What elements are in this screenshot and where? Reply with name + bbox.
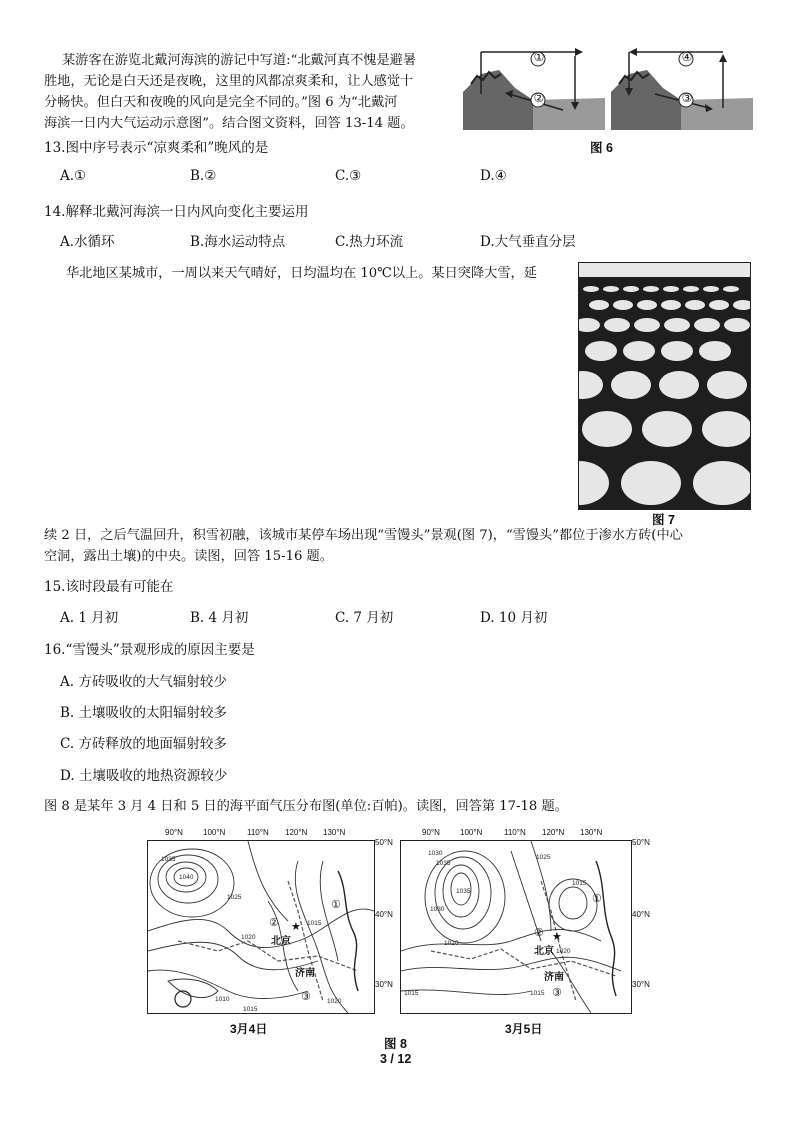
pressure-map-mar-5: [400, 828, 652, 1016]
map2-point-1: ①: [592, 892, 602, 905]
map1-star-icon: ★: [291, 920, 301, 933]
map2-lon-130: 130°N: [580, 828, 603, 837]
figure-6-caption: 图 6: [590, 141, 613, 155]
question-13-stem: 13.图中序号表示“凉爽柔和”晚风的是: [44, 140, 269, 156]
map1-isobars: [148, 841, 374, 1013]
map1-isobar-label: 1015: [307, 920, 322, 927]
map1-point-3: ③: [301, 990, 311, 1003]
passage-15-16-line-2: 续 2 日，之后气温回升，积雪初融，该城市某停车场出现“雪馒头”景观(图 7)，“雪馒头”都位于渗水方砖(中心: [44, 528, 683, 543]
figure-7-photo: [578, 262, 751, 510]
q13-option-a[interactable]: A.①: [60, 168, 87, 184]
q16-option-d[interactable]: D. 土壤吸收的地热资源较少: [60, 768, 228, 784]
map2-lon-100: 100°N: [460, 828, 483, 837]
map2-isobar-label: 1015: [530, 990, 545, 997]
figure-8-caption: 图 8: [384, 1037, 407, 1051]
passage-17-18: 图 8 是某年 3 月 4 日和 5 日的海平面气压分布图(单位:百帕)。读图，回答第 17-18 题。: [44, 799, 568, 814]
figure-6-label-3: ③: [681, 91, 693, 105]
passage-line: 海滨一日内大气运动示意图”。结合图文资料，回答 13-14 题。: [44, 116, 414, 131]
q13-option-b[interactable]: B.②: [190, 168, 217, 184]
passage-line: 胜地，无论是白天还是夜晚，这里的风都凉爽柔和，让人感觉十: [44, 74, 414, 89]
map1-lon-labels: [147, 828, 393, 840]
map1-lon-120: 120°N: [285, 828, 308, 837]
map2-isobar-label: 1025: [536, 854, 551, 861]
q13-option-c[interactable]: C.③: [335, 168, 362, 184]
map2-lon-120: 120°N: [542, 828, 565, 837]
figure-7-caption: 图 7: [652, 513, 675, 527]
map2-frame: [400, 840, 632, 1014]
map1-lat-30: 30°N: [375, 980, 393, 989]
q14-option-b[interactable]: B.海水运动特点: [190, 234, 286, 250]
map2-isobar-label: 1035: [436, 860, 451, 867]
q14-option-d[interactable]: D.大气垂直分层: [480, 234, 576, 250]
map2-lat-50: 50°N: [632, 838, 650, 847]
figure-6-label-1: ①: [533, 50, 545, 64]
question-16-stem: 16.“雪馒头”景观形成的原因主要是: [44, 642, 255, 658]
map2-point-2: ②: [534, 926, 544, 939]
map2-city-beijing: 北京: [534, 946, 554, 957]
map1-frame: [147, 840, 375, 1014]
q13-option-d[interactable]: D.④: [480, 168, 507, 184]
q15-option-a[interactable]: A. 1 月初: [60, 610, 119, 626]
pressure-map-mar-4: [147, 828, 393, 1016]
figure-6-label-4: ④: [681, 50, 693, 64]
sea-land-breeze-diagram: [463, 44, 753, 130]
map2-isobar-label: 1015: [572, 880, 587, 887]
map1-isobar-label: 1020: [241, 934, 256, 941]
passage-15-16-line-3: 空洞，露出土壤)的中央。读图，回答 15-16 题。: [44, 549, 333, 564]
map2-isobar-label: 1015: [404, 990, 419, 997]
passage-line: 分畅快。但白天和夜晚的风向是完全不同的。”图 6 为“北戴河: [44, 95, 398, 110]
map1-city-jinan: 济南: [295, 968, 315, 979]
map1-isobar-label: 1020: [327, 998, 342, 1005]
q15-option-c[interactable]: C. 7 月初: [335, 610, 394, 626]
figure-6: [463, 44, 753, 130]
question-14-stem: 14.解释北戴河海滨一日内风向变化主要运用: [44, 204, 309, 220]
map2-isobar-label: 1020: [444, 940, 459, 947]
map2-isobar-label: 1030: [428, 850, 443, 857]
map1-city-beijing: 北京: [271, 936, 291, 947]
map2-point-3: ③: [552, 986, 562, 999]
q14-option-a[interactable]: A.水循环: [60, 234, 115, 250]
figure-6-label-2: ②: [533, 91, 545, 105]
map2-lon-labels: [400, 828, 652, 840]
map1-lat-50: 50°N: [375, 838, 393, 847]
q16-option-a[interactable]: A. 方砖吸收的大气辐射较少: [60, 674, 227, 690]
passage-15-16-line-1: 华北地区某城市，一周以来天气晴好，日均温均在 10℃以上。某日突降大雪，延: [66, 266, 537, 281]
map1-isobar-label: 1025: [227, 894, 242, 901]
map1-lon-90: 90°N: [165, 828, 183, 837]
map2-date: 3月5日: [505, 1022, 543, 1036]
map1-point-2: ②: [269, 916, 279, 929]
q15-option-d[interactable]: D. 10 月初: [480, 610, 548, 626]
map1-point-1: ①: [331, 898, 341, 911]
map2-city-jinan: 济南: [544, 972, 564, 983]
map1-lon-100: 100°N: [203, 828, 226, 837]
map2-isobar-label: 1020: [556, 948, 571, 955]
map1-lon-130: 130°N: [323, 828, 346, 837]
map2-isobar-label: 1030: [430, 906, 445, 913]
map2-star-icon: ★: [552, 930, 562, 943]
q16-option-b[interactable]: B. 土壤吸收的太阳辐射较多: [60, 705, 228, 721]
map1-lon-110: 110°N: [247, 828, 269, 837]
map1-isobar-label: 1040: [179, 874, 194, 881]
map1-lat-40: 40°N: [375, 910, 393, 919]
map1-date: 3月4日: [230, 1022, 268, 1036]
map1-isobar-label: 1010: [215, 996, 230, 1003]
q14-option-c[interactable]: C.热力环流: [335, 234, 404, 250]
map2-lat-40: 40°N: [632, 910, 650, 919]
page-number: 3 / 12: [380, 1052, 412, 1066]
q15-option-b[interactable]: B. 4 月初: [190, 610, 249, 626]
passage-13-14: [44, 50, 464, 134]
map2-lon-90: 90°N: [422, 828, 440, 837]
map2-isobar-label: 1035: [456, 888, 471, 895]
map1-isobar-label: 1015: [243, 1006, 258, 1013]
map2-lat-30: 30°N: [632, 980, 650, 989]
q16-option-c[interactable]: C. 方砖释放的地面辐射较多: [60, 736, 227, 752]
map2-lon-110: 110°N: [504, 828, 526, 837]
map1-isobar-label: 1035: [161, 856, 176, 863]
question-15-stem: 15.该时段最有可能在: [44, 579, 174, 595]
passage-line: 某游客在游览北戴河海滨的游记中写道:“北戴河真不愧是避暑: [62, 53, 417, 68]
snow-mound-photo: [579, 263, 750, 509]
